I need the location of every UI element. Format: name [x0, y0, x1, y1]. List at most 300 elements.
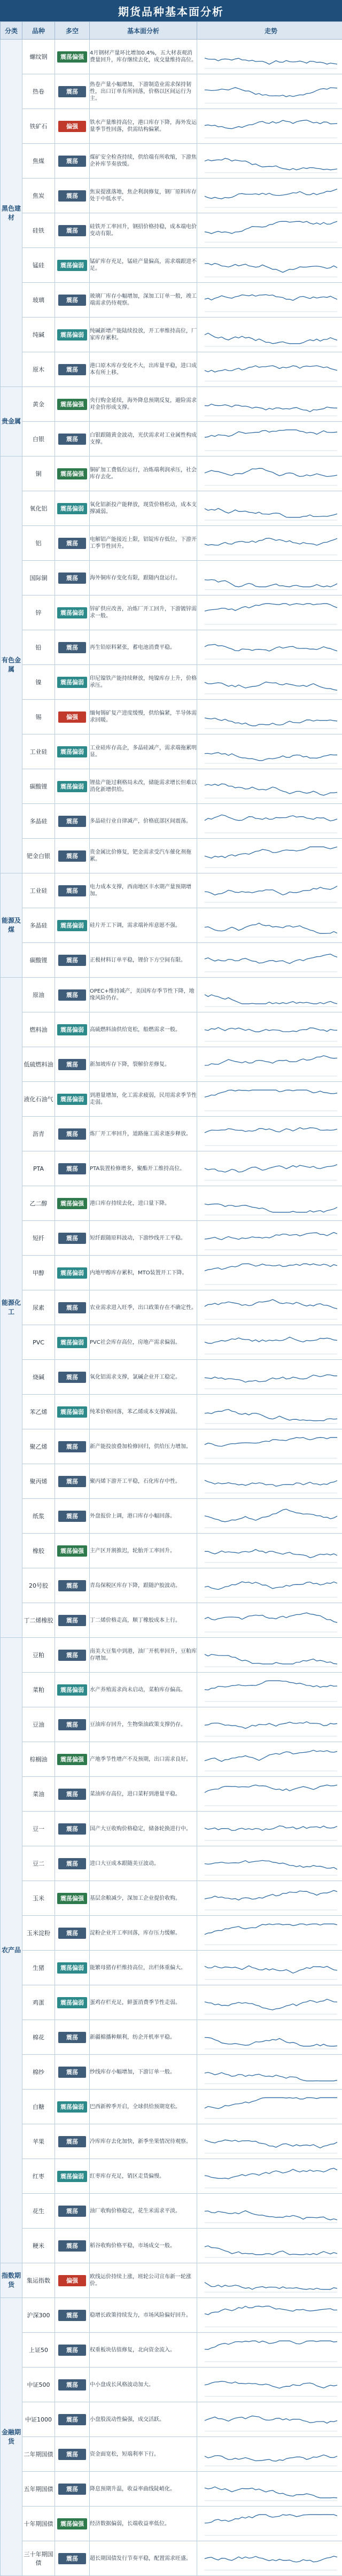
table-row — [1, 839, 342, 873]
trend-sparkline — [201, 2405, 340, 2433]
bias-cell — [55, 2402, 90, 2437]
sparkline-path — [205, 2283, 337, 2289]
bias-badge: 震荡 — [58, 2345, 86, 2356]
analysis-text: 南美大豆集中到港，油厂开机率回升，豆粕库存增加。 — [90, 1648, 197, 1662]
trend-cell — [197, 943, 342, 978]
category-cell: 指数期货 — [1, 2263, 22, 2298]
trend-sparkline — [201, 529, 340, 557]
trend-sparkline — [201, 1016, 340, 1043]
table-row — [1, 1846, 342, 1881]
trend-sparkline — [201, 1884, 340, 1912]
analysis-cell — [90, 2194, 197, 2229]
variety-name: 豆油 — [22, 1707, 55, 1742]
trend-cell — [197, 1916, 342, 1951]
trend-sparkline — [201, 1641, 340, 1669]
variety-name: 碳酸锂 — [22, 769, 55, 804]
analysis-text: 港口原木库存变化不大，出库量平稳，进口成本有所上移。 — [90, 362, 197, 376]
sparkline-path — [205, 995, 337, 1004]
sparkline-path — [205, 1891, 337, 1900]
analysis-text: 纯苯价格回落，苯乙烯成本支撑减弱。 — [90, 1409, 197, 1415]
analysis-cell — [90, 734, 197, 769]
table-row — [1, 1429, 342, 1464]
bias-cell — [55, 2368, 90, 2402]
sparkline-path — [205, 644, 337, 651]
bias-cell — [55, 1221, 90, 1256]
trend-sparkline — [201, 1606, 340, 1634]
bias-badge: 偏强 — [58, 121, 86, 132]
analysis-text: 稻谷收购价格平稳，市场成交一般。 — [90, 2242, 197, 2249]
bias-cell — [55, 1742, 90, 1777]
variety-name: 工业硅 — [22, 734, 55, 769]
table-row — [1, 2090, 342, 2124]
bias-cell — [55, 665, 90, 700]
trend-sparkline — [201, 112, 340, 140]
table-row — [1, 700, 342, 734]
analysis-cell — [90, 1186, 197, 1221]
analysis-cell — [90, 2368, 197, 2402]
table-row — [1, 595, 342, 630]
column-header-trend: 走势 — [197, 22, 342, 40]
trend-sparkline — [201, 599, 340, 626]
variety-name: 铝 — [22, 526, 55, 561]
sparkline-path — [205, 1204, 337, 1212]
analysis-text: 贵金属比价修复，钯金需求受汽车催化剂拖累。 — [90, 849, 197, 863]
analysis-cell — [90, 1707, 197, 1742]
variety-name: 豆一 — [22, 1812, 55, 1846]
table-row — [1, 1499, 342, 1534]
bias-badge: 震荡 — [58, 2484, 86, 2495]
bias-badge: 震荡 — [58, 156, 86, 167]
sparkline-path — [205, 88, 337, 97]
trend-sparkline — [201, 1989, 340, 2016]
trend-sparkline — [201, 807, 340, 835]
analysis-text: 能繁母猪存栏维持高位，出栏体重偏大。 — [90, 1964, 197, 1971]
table-row — [1, 1395, 342, 1429]
table-row — [1, 2507, 342, 2541]
table-row — [1, 387, 342, 422]
bias-cell — [55, 1707, 90, 1742]
trend-sparkline — [201, 1537, 340, 1565]
analysis-text: 基层余粮减少，深加工企业提价收购。 — [90, 1895, 197, 1902]
sparkline-path — [205, 1056, 337, 1065]
variety-name: 20号胶 — [22, 1568, 55, 1603]
category-cell: 能源及煤 — [1, 873, 22, 978]
sparkline-path — [205, 718, 337, 726]
analysis-text: 炼厂开工率回升，道路施工需求逐步释放。 — [90, 1131, 197, 1138]
analysis-cell — [90, 179, 197, 213]
bias-badge: 震荡 — [58, 434, 86, 445]
table-row — [1, 804, 342, 839]
sparkline-path — [205, 2168, 337, 2179]
trend-sparkline — [201, 1155, 340, 1182]
trend-sparkline — [201, 2510, 340, 2538]
bias-badge: 震荡 — [58, 1476, 86, 1487]
variety-name: 玉米 — [22, 1881, 55, 1916]
bias-badge: 震荡偏强 — [57, 399, 87, 410]
trend-cell — [197, 2333, 342, 2368]
sparkline-path — [205, 682, 337, 691]
variety-name: 生猪 — [22, 1951, 55, 1985]
trend-sparkline — [201, 182, 340, 210]
analysis-cell — [90, 1603, 197, 1638]
trend-sparkline — [201, 147, 340, 175]
analysis-cell — [90, 2159, 197, 2194]
analysis-text: 短纤跟随原料波动，下游纱线开工平稳。 — [90, 1235, 197, 1242]
trend-sparkline — [201, 738, 340, 765]
bias-badge: 震荡 — [58, 1163, 86, 1174]
trend-sparkline — [201, 1224, 340, 1252]
analysis-text: 菜油库存高位，进口菜籽到港量平稳。 — [90, 1791, 197, 1798]
trend-cell — [197, 109, 342, 144]
analysis-text: 外盘报价上调，港口库存小幅回落。 — [90, 1513, 197, 1520]
sparkline-path — [205, 1722, 337, 1729]
analysis-cell — [90, 2263, 197, 2298]
trend-cell — [197, 2159, 342, 2194]
table-row — [1, 179, 342, 213]
table-row — [1, 1360, 342, 1395]
trend-cell — [197, 1186, 342, 1221]
trend-sparkline — [201, 1850, 340, 1877]
bias-cell — [55, 2333, 90, 2368]
analysis-cell — [90, 2333, 197, 2368]
bias-cell — [55, 179, 90, 213]
analysis-text: 淀粉企业开工率回落，库存压力缓解。 — [90, 1930, 197, 1937]
bias-badge: 震荡 — [58, 2553, 86, 2564]
trend-cell — [197, 595, 342, 630]
trend-cell — [197, 630, 342, 665]
table-row — [1, 144, 342, 179]
analysis-table — [0, 21, 342, 2576]
analysis-cell — [90, 1325, 197, 1360]
trend-cell — [197, 1429, 342, 1464]
analysis-cell — [90, 1916, 197, 1951]
trend-cell — [197, 457, 342, 491]
trend-sparkline — [201, 1780, 340, 1808]
analysis-text: 经济数据偏弱，长端收益率低位。 — [90, 2520, 197, 2527]
analysis-text: 氧化铝新投产能释放，现货价格松动，成本支撑减弱。 — [90, 501, 197, 515]
analysis-text: 水产养殖需求尚未启动，菜粕库存偏高。 — [90, 1687, 197, 1693]
bias-cell — [55, 1151, 90, 1186]
trend-cell — [197, 1742, 342, 1777]
analysis-cell — [90, 700, 197, 734]
column-header-variety: 品种 — [22, 22, 55, 40]
bias-cell — [55, 2263, 90, 2298]
sparkline-path — [205, 1826, 337, 1831]
table-row — [1, 352, 342, 387]
bias-badge: 震荡偏弱 — [57, 1962, 87, 1974]
bias-cell — [55, 248, 90, 283]
trend-cell — [197, 1534, 342, 1568]
sparkline-path — [205, 120, 337, 129]
trend-sparkline — [201, 633, 340, 661]
trend-cell — [197, 1673, 342, 1707]
analysis-cell — [90, 2020, 197, 2055]
bias-badge: 震荡 — [58, 2240, 86, 2252]
sparkline-path — [205, 2381, 337, 2388]
bias-badge: 震荡偏弱 — [57, 2101, 87, 2113]
table-body — [1, 40, 342, 2576]
table-row — [1, 1256, 342, 1290]
bias-cell — [55, 1117, 90, 1151]
analysis-cell — [90, 804, 197, 839]
trend-sparkline — [201, 321, 340, 349]
bias-cell — [55, 1325, 90, 1360]
variety-name: 短纤 — [22, 1221, 55, 1256]
trend-sparkline — [201, 494, 340, 522]
trend-cell — [197, 2507, 342, 2541]
bias-cell — [55, 422, 90, 457]
analysis-cell — [90, 2124, 197, 2159]
table-row — [1, 40, 342, 74]
bias-cell — [55, 908, 90, 943]
bias-badge: 震荡偏强 — [57, 2518, 87, 2529]
trend-cell — [197, 422, 342, 457]
analysis-cell — [90, 2437, 197, 2472]
variety-name: 玻璃 — [22, 283, 55, 318]
trend-sparkline — [201, 216, 340, 244]
table-row — [1, 1151, 342, 1186]
analysis-text: 铁水产量维持高位，港口库存下降，海外发运量季节性回落，供需结构偏紧。 — [90, 119, 197, 133]
sparkline-path — [205, 1437, 337, 1446]
table-row — [1, 1603, 342, 1638]
table-row — [1, 2333, 342, 2368]
trend-cell — [197, 1256, 342, 1290]
sparkline-path — [205, 366, 337, 372]
variety-name: 沪深300 — [22, 2298, 55, 2333]
table-row — [1, 1673, 342, 1707]
bias-cell — [55, 1360, 90, 1395]
bias-cell — [55, 700, 90, 734]
variety-name: 铁矿石 — [22, 109, 55, 144]
bias-badge: 震荡 — [58, 1059, 86, 1070]
bias-cell — [55, 109, 90, 144]
sparkline-path — [205, 404, 337, 412]
analysis-text: PTA装置检修增多，聚酯开工维持高位。 — [90, 1165, 197, 1172]
table-row — [1, 1742, 342, 1777]
trend-cell — [197, 873, 342, 908]
table-row — [1, 2437, 342, 2472]
trend-cell — [197, 1777, 342, 1812]
variety-name: 黄金 — [22, 387, 55, 422]
bias-cell — [55, 2541, 90, 2576]
sparkline-path — [205, 264, 337, 273]
sparkline-path — [205, 1924, 337, 1935]
variety-name: 尿素 — [22, 1290, 55, 1325]
analysis-text: 产地季节性增产不及预期，出口需求良好。 — [90, 1756, 197, 1763]
variety-name: 纸浆 — [22, 1499, 55, 1534]
sparkline-path — [205, 1860, 337, 1869]
trend-sparkline — [201, 2336, 340, 2364]
bias-cell — [55, 2194, 90, 2229]
table-row — [1, 2402, 342, 2437]
variety-name: 铜 — [22, 457, 55, 491]
bias-badge: 震荡偏弱 — [57, 2171, 87, 2182]
trend-sparkline — [201, 1919, 340, 1947]
bias-cell — [55, 1985, 90, 2020]
trend-cell — [197, 1603, 342, 1638]
bias-cell — [55, 1951, 90, 1985]
sparkline-path — [205, 2515, 337, 2523]
bias-badge: 震荡 — [58, 1372, 86, 1383]
analysis-cell — [90, 1777, 197, 1812]
bias-cell — [55, 1568, 90, 1603]
bias-badge: 震荡 — [58, 885, 86, 896]
variety-name: 锌 — [22, 595, 55, 630]
trend-cell — [197, 1881, 342, 1916]
table-row — [1, 1117, 342, 1151]
variety-name: 烧碱 — [22, 1360, 55, 1395]
bias-cell — [55, 491, 90, 526]
analysis-cell — [90, 352, 197, 387]
category-cell: 贵金属 — [1, 387, 22, 457]
trend-sparkline — [201, 1676, 340, 1704]
analysis-cell — [90, 1499, 197, 1534]
table-row — [1, 943, 342, 978]
analysis-cell — [90, 109, 197, 144]
trend-cell — [197, 2402, 342, 2437]
variety-name: 白糖 — [22, 2090, 55, 2124]
bias-cell — [55, 1777, 90, 1812]
table-row — [1, 873, 342, 908]
sparkline-path — [205, 58, 337, 64]
bias-badge: 震荡 — [58, 1511, 86, 1522]
sparkline-path — [205, 1999, 337, 2010]
trend-cell — [197, 248, 342, 283]
analysis-text: 港口库存持续去化，进口量下降。 — [90, 1200, 197, 1207]
analysis-text: 农业需求进入旺季，出口政策存在不确定性。 — [90, 1304, 197, 1311]
variety-name: 钯金白银 — [22, 839, 55, 873]
analysis-cell — [90, 1290, 197, 1325]
column-header-bias: 多空 — [55, 22, 90, 40]
analysis-cell — [90, 1082, 197, 1117]
trend-cell — [197, 839, 342, 873]
bias-badge: 震荡 — [58, 2206, 86, 2217]
analysis-text: 新加坡库存下降，裂解价差修复。 — [90, 1061, 197, 1068]
bias-badge: 震荡 — [58, 816, 86, 827]
bias-badge: 震荡 — [58, 225, 86, 236]
trend-cell — [197, 352, 342, 387]
analysis-cell — [90, 2298, 197, 2333]
table-row — [1, 2298, 342, 2333]
bias-badge: 震荡偏强 — [57, 1754, 87, 1765]
analysis-text: 缅甸锡矿复产进度缓慢，供给偏紧，半导体需求回暖。 — [90, 710, 197, 724]
bias-badge: 震荡偏弱 — [57, 1094, 87, 1105]
table-row — [1, 2194, 342, 2229]
analysis-text: 聚丙烯下游开工平稳，石化库存中性。 — [90, 1478, 197, 1485]
trend-sparkline — [201, 2371, 340, 2399]
variety-name: 橡胶 — [22, 1534, 55, 1568]
sparkline-path — [205, 1299, 337, 1309]
table-row — [1, 2368, 342, 2402]
table-row — [1, 74, 342, 109]
trend-sparkline — [201, 1711, 340, 1738]
bias-badge: 震荡偏弱 — [57, 1684, 87, 1696]
trend-sparkline — [201, 1815, 340, 1843]
variety-name: 锡 — [22, 700, 55, 734]
bias-badge: 震荡 — [58, 1580, 86, 1591]
bias-badge: 震荡偏弱 — [57, 1024, 87, 1035]
trend-sparkline — [201, 564, 340, 592]
trend-cell — [197, 526, 342, 561]
variety-name: 多晶硅 — [22, 908, 55, 943]
analysis-cell — [90, 1151, 197, 1186]
analysis-cell — [90, 1673, 197, 1707]
column-header-analysis: 基本面分析 — [90, 22, 197, 40]
bias-badge: 震荡 — [58, 1128, 86, 1140]
table-row — [1, 1881, 342, 1916]
trend-cell — [197, 1151, 342, 1186]
analysis-text: 降息预期升温，收益率曲线陡峭化。 — [90, 2486, 197, 2493]
analysis-text: 硅片开工下调，需求端补库意愿不强。 — [90, 922, 197, 929]
trend-sparkline — [201, 43, 340, 71]
bias-badge: 震荡 — [58, 955, 86, 966]
analysis-cell — [90, 213, 197, 248]
analysis-cell — [90, 1429, 197, 1464]
table-row — [1, 1047, 342, 1082]
sparkline-path — [205, 1654, 337, 1664]
sparkline-path — [205, 1613, 337, 1622]
trend-sparkline — [201, 2544, 340, 2572]
analysis-cell — [90, 978, 197, 1012]
bias-cell — [55, 2124, 90, 2159]
trend-cell — [197, 283, 342, 318]
variety-name: 燃料油 — [22, 1012, 55, 1047]
variety-name: 碳酸锂 — [22, 943, 55, 978]
sparkline-path — [205, 1264, 337, 1271]
bias-badge: 震荡偏弱 — [57, 1997, 87, 2008]
bias-cell — [55, 1499, 90, 1534]
trend-sparkline — [201, 1050, 340, 1078]
analysis-text: 锰矿库存充足，锰硅产量偏高，需求端跟进不足。 — [90, 258, 197, 272]
trend-cell — [197, 144, 342, 179]
variety-name: 锰硅 — [22, 248, 55, 283]
sparkline-path — [205, 1375, 337, 1382]
analysis-text: 油厂收购价格稳定，花生米需求平淡。 — [90, 2208, 197, 2215]
trend-cell — [197, 179, 342, 213]
bias-cell — [55, 595, 90, 630]
table-row — [1, 1221, 342, 1256]
variety-name: 工业硅 — [22, 873, 55, 908]
sparkline-path — [205, 886, 337, 895]
trend-cell — [197, 2437, 342, 2472]
analysis-cell — [90, 630, 197, 665]
trend-sparkline — [201, 1085, 340, 1113]
trend-cell — [197, 213, 342, 248]
analysis-cell — [90, 2090, 197, 2124]
variety-name: 国际铜 — [22, 561, 55, 595]
trend-sparkline — [201, 355, 340, 383]
bias-cell — [55, 1290, 90, 1325]
trend-sparkline — [201, 1745, 340, 1773]
category-cell: 农产品 — [1, 1638, 22, 2263]
table-row — [1, 1777, 342, 1812]
table-row — [1, 2124, 342, 2159]
bias-cell — [55, 283, 90, 318]
category-cell: 黑色建材 — [1, 40, 22, 387]
bias-badge: 震荡 — [58, 2449, 86, 2460]
analysis-cell — [90, 1812, 197, 1846]
sparkline-path — [205, 1785, 337, 1792]
variety-name: 二年期国债 — [22, 2437, 55, 2472]
sparkline-path — [205, 2098, 337, 2108]
analysis-text: 青岛保税区库存下降，跟随沪胶波动。 — [90, 1582, 197, 1589]
analysis-cell — [90, 1534, 197, 1568]
analysis-text: 国产大豆收购价格稳定，储备轮换进行中。 — [90, 1825, 197, 1832]
trend-cell — [197, 2055, 342, 2090]
sparkline-path — [205, 158, 337, 170]
bias-cell — [55, 1603, 90, 1638]
bias-cell — [55, 1047, 90, 1082]
